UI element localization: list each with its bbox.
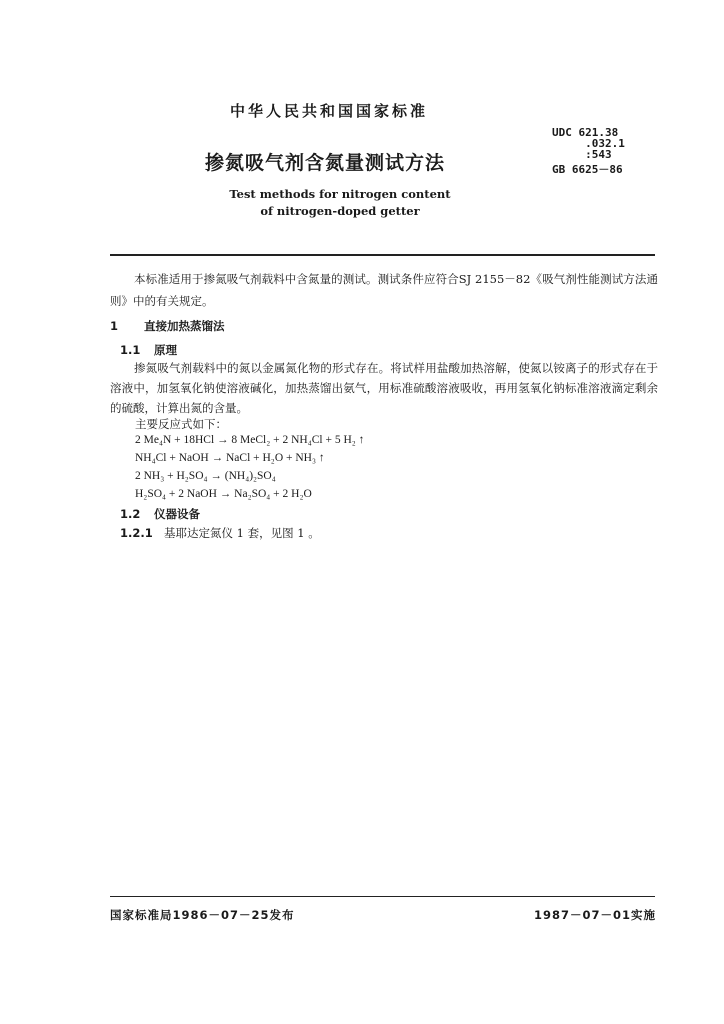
item-text: 基耶达定氮仪 1 套，见图 1 。 <box>164 526 320 540</box>
equation-1: 2 Me₄N + 18HCl → 8 MeCl₂ + 2 NH₄Cl + 5 H₂ ↑ <box>135 434 365 446</box>
header-divider <box>110 254 655 256</box>
intro-paragraph: 本标准适用于掺氮吸气剂载料中含氮量的测试。测试条件应符合SJ 2155－82《吸气剂性能测试方法通则》中的有关规定。 <box>110 272 658 308</box>
section-1-2-1-item <box>120 525 320 541</box>
document-title: 掺氮吸气剂含氮量测试方法 <box>205 152 446 174</box>
standard-type: 中华人民共和国国家标准 <box>230 102 429 120</box>
equation-2: NH₄Cl + NaOH → NaCl + H₂O + NH₃ ↑ <box>135 452 325 464</box>
english-title-line-2: of nitrogen-doped getter <box>260 204 420 218</box>
section-title: 原理 <box>154 343 177 357</box>
issue-date: 国家标准局1986－07－25发布 <box>110 908 295 922</box>
udc-line-3: :543 <box>552 148 612 161</box>
principle-paragraph: 掺氮吸气剂载料中的氮以金属氮化物的形式存在。将试样用盐酸加热溶解，使氮以铵离子的形式存在于溶液中，加氢氧化钠使溶液碱化，加热蒸馏出氨气，用标准硫酸溶液吸收，再用氢氧化钠标准溶液滴定剩余的硫酸，计算出氮的含量。 <box>110 361 658 415</box>
section-1-2-heading <box>120 506 200 522</box>
equation-3: 2 NH₃ + H₂SO₄ → (NH₄)₂SO₄ <box>135 470 276 482</box>
section-number: 1.2.1 <box>120 526 153 540</box>
effective-date: 1987－07－01实施 <box>533 908 656 922</box>
section-number: 1.2 <box>120 507 141 521</box>
english-title-line-1: Test methods for nitrogen content <box>229 187 451 201</box>
udc-classification <box>552 127 625 160</box>
section-title: 仪器设备 <box>154 507 200 521</box>
section-title: 直接加热蒸馏法 <box>144 319 225 333</box>
gb-number: GB 6625－86 <box>552 163 623 176</box>
section-number: 1.1 <box>120 343 141 357</box>
equation-4: H₂SO₄ + 2 NaOH → Na₂SO₄ + 2 H₂O <box>135 488 312 500</box>
equations-intro: 主要反应式如下： <box>135 417 227 431</box>
section-number: 1 <box>110 319 119 333</box>
udc-line-1: UDC 621.38 <box>552 126 619 139</box>
section-1-heading <box>110 318 225 334</box>
udc-line-2: .032.1 <box>552 137 625 150</box>
footer-divider <box>110 896 655 897</box>
section-1-1-heading <box>120 342 177 358</box>
english-title <box>210 186 470 220</box>
